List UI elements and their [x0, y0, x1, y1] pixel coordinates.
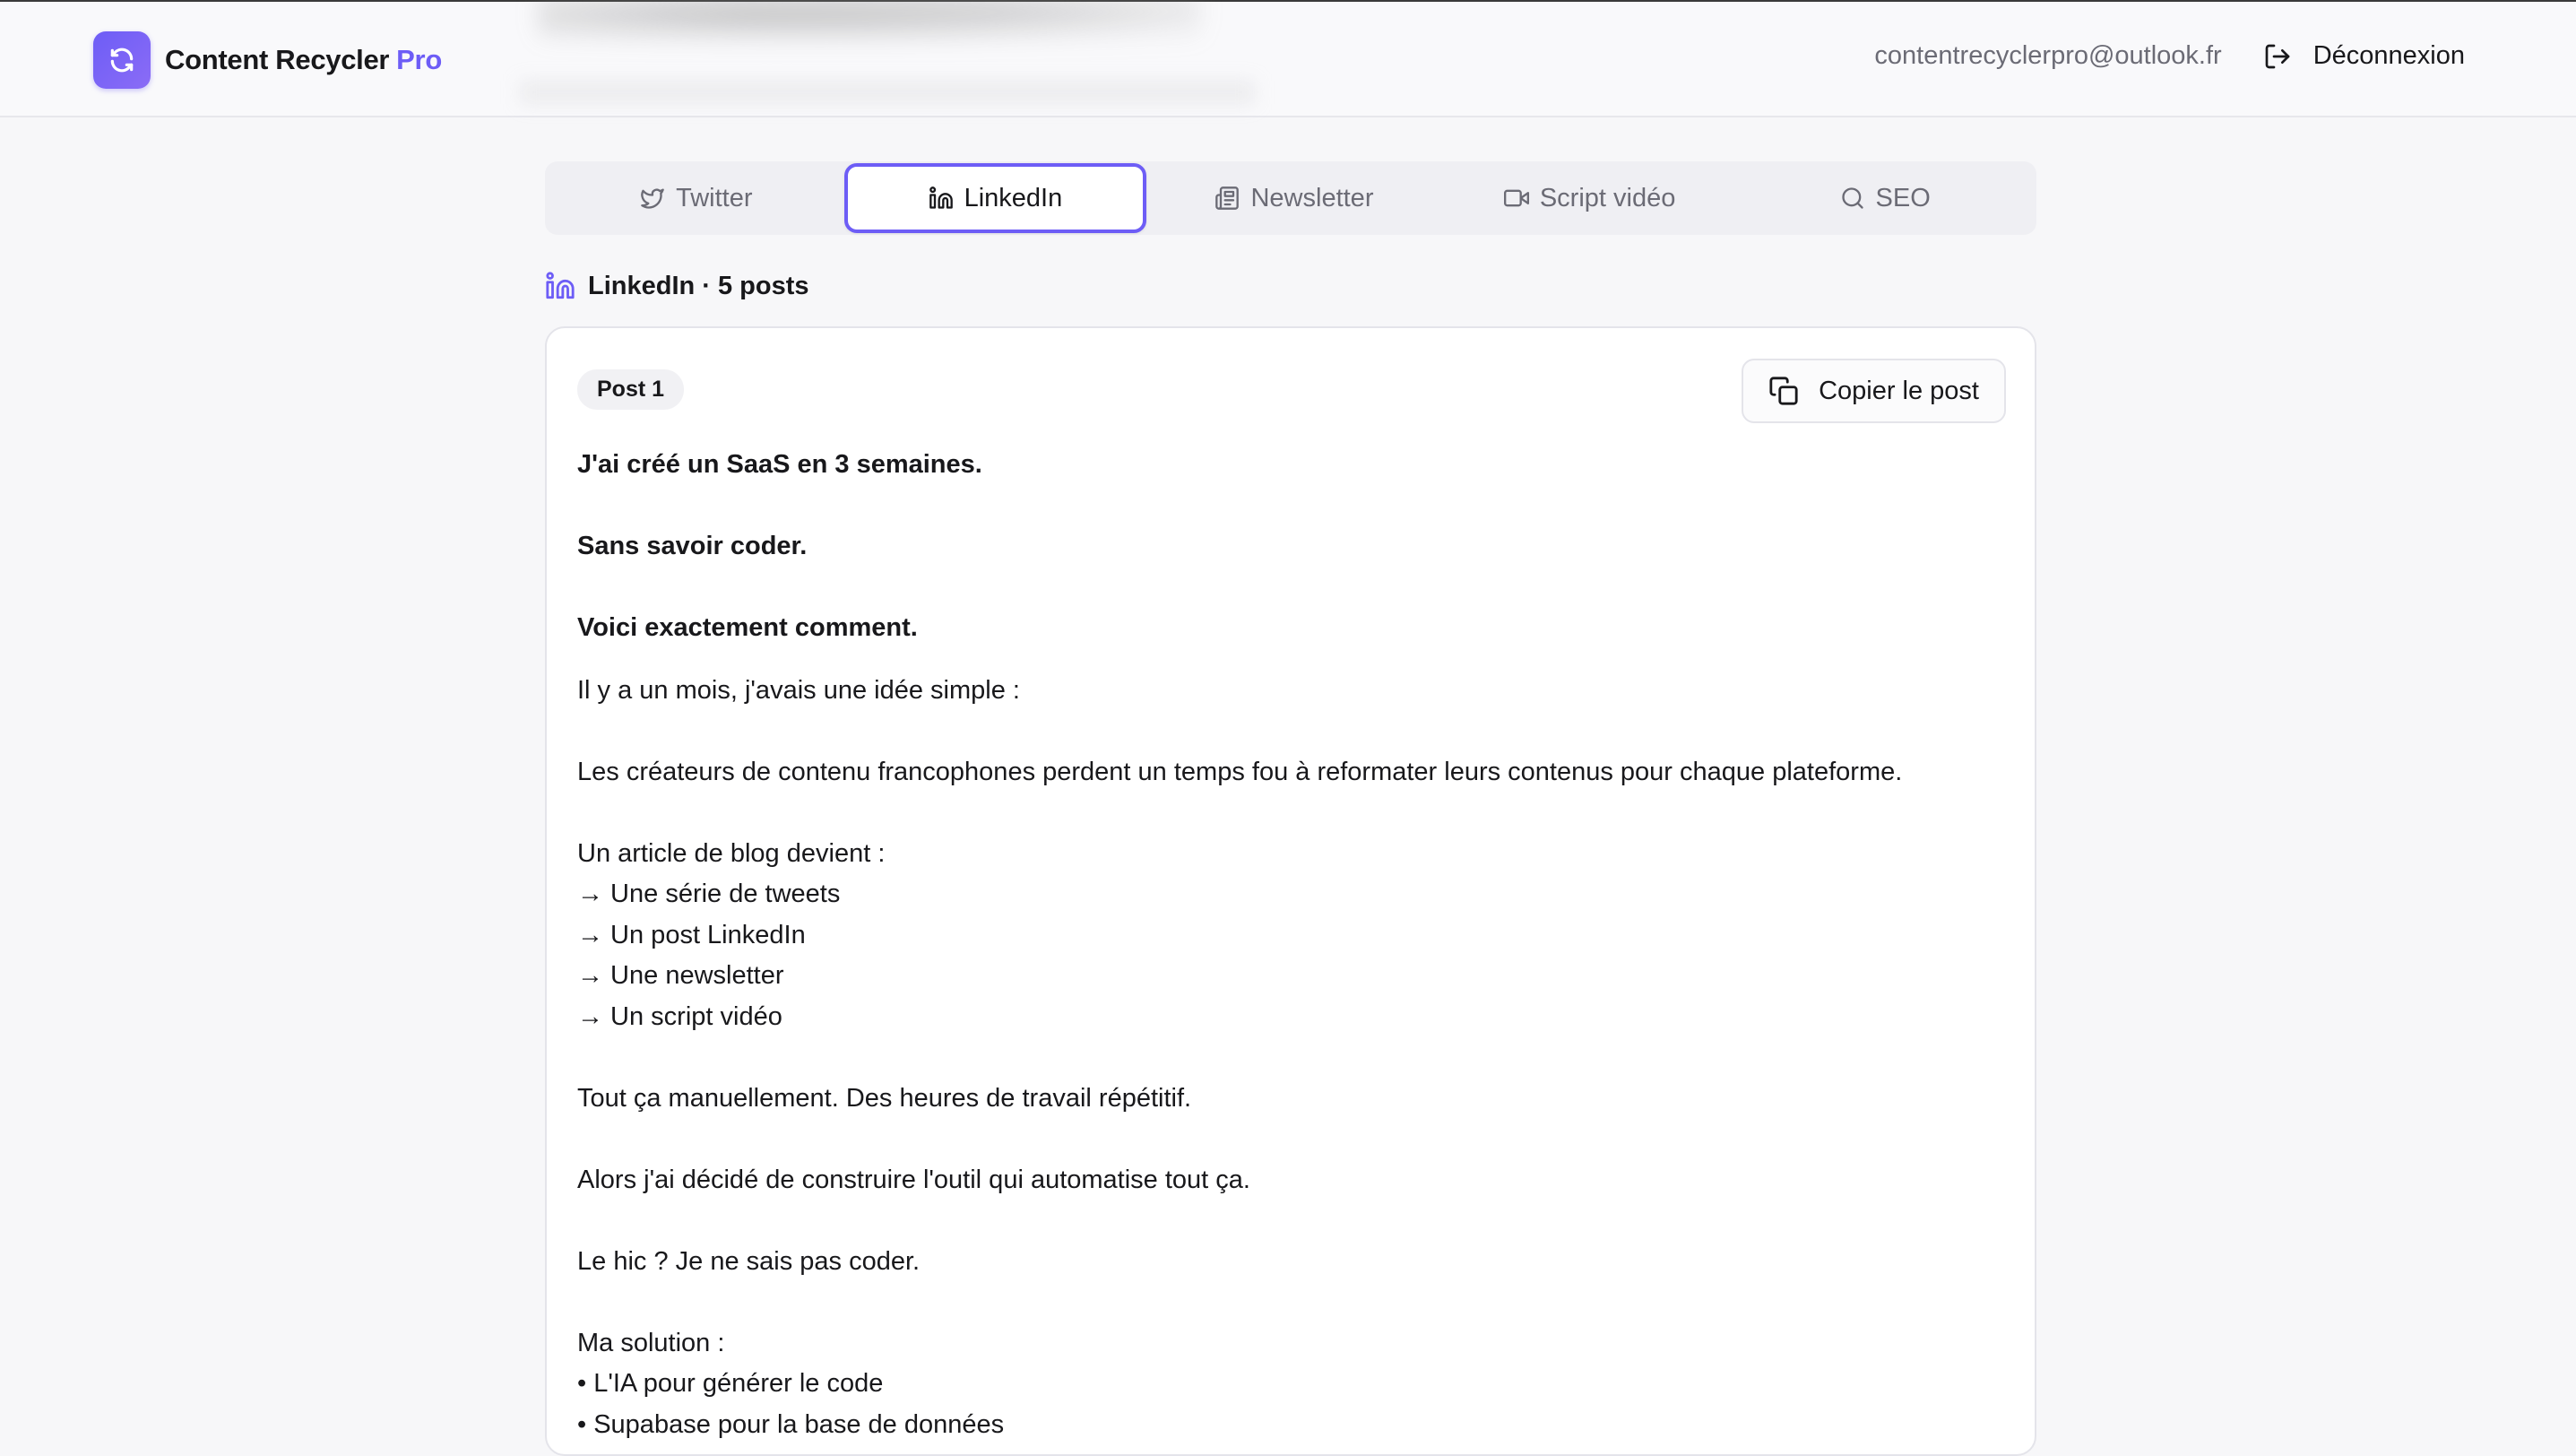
post-hook-line — [577, 486, 1993, 527]
post-body-line: • L'IA pour générer le code — [577, 1369, 884, 1398]
tab-twitter-label: Twitter — [676, 183, 753, 212]
tab-linkedin[interactable] — [844, 163, 1147, 233]
post-body-line — [577, 1282, 1993, 1323]
post-spacer — [577, 649, 1993, 671]
post-body-line: Les créateurs de contenu francophones perdent un temps fou à reformater leurs contenus pour chaque plateforme. — [577, 757, 1903, 786]
top-header — [0, 0, 2576, 117]
post-body-line: → Une série de tweets — [577, 880, 841, 908]
post-body-line: • Supabase pour la base de données — [577, 1409, 1005, 1439]
newspaper-icon — [1215, 186, 1240, 211]
tab-newsletter[interactable] — [1146, 163, 1442, 233]
tab-seo-label: SEO — [1875, 183, 1931, 212]
post-body-line — [577, 1037, 1993, 1079]
logout-button[interactable] — [2263, 41, 2465, 71]
logout-icon — [2263, 42, 2292, 71]
tab-script-video[interactable] — [1442, 163, 1738, 233]
post-body-line — [577, 711, 1993, 752]
header-account — [1874, 41, 2465, 71]
post-body-line: Le hic ? Je ne sais pas coder. — [577, 1246, 921, 1276]
tab-seo[interactable] — [1737, 163, 2033, 233]
post-body-line: Ma solution : — [577, 1328, 725, 1357]
app-name — [165, 44, 442, 76]
post-content — [577, 445, 1993, 1445]
post-hook-line: Sans savoir coder. — [577, 532, 808, 560]
logout-label: Déconnexion — [2312, 41, 2465, 70]
post-body-line: Tout ça manuellement. Des heures de travail répétitif. — [577, 1083, 1192, 1113]
post-card — [545, 326, 2036, 1456]
tab-twitter[interactable] — [549, 163, 844, 233]
post-body-line — [577, 1119, 1993, 1160]
post-body-line: → Un script vidéo — [577, 1001, 782, 1031]
post-body-line — [577, 1200, 1993, 1242]
blurred-background — [538, 0, 1201, 47]
app-logo[interactable] — [93, 31, 442, 89]
copy-post-button[interactable] — [1742, 359, 2006, 423]
app-name-main: Content Recycler — [165, 44, 390, 75]
post-number-badge: Post 1 — [577, 369, 684, 410]
post-body-line: Il y a un mois, j'avais une idée simple : — [577, 675, 1020, 705]
tab-script-video-label: Script vidéo — [1539, 183, 1676, 212]
tab-linkedin-label: LinkedIn — [964, 183, 1063, 212]
copy-icon — [1768, 376, 1799, 406]
section-heading-label: LinkedIn · 5 posts — [588, 271, 809, 300]
twitter-icon — [640, 186, 665, 211]
refresh-icon — [93, 31, 151, 89]
post-body-line: Alors j'ai décidé de construire l'outil qui automatise tout ça. — [577, 1165, 1250, 1194]
copy-post-label: Copier le post — [1819, 376, 1979, 405]
tab-newsletter-label: Newsletter — [1250, 183, 1374, 212]
post-body-line: → Une newsletter — [577, 961, 784, 990]
search-icon — [1840, 186, 1865, 211]
post-hook-line: J'ai créé un SaaS en 3 semaines. — [577, 450, 982, 479]
linkedin-icon — [545, 271, 575, 301]
video-icon — [1504, 186, 1529, 211]
post-hook-line — [577, 568, 1993, 609]
post-body-line: → Un post LinkedIn — [577, 920, 806, 949]
user-email: contentrecyclerpro@outlook.fr — [1874, 41, 2222, 70]
post-body-line — [577, 793, 1993, 834]
platform-tabs — [545, 161, 2036, 235]
section-heading — [545, 271, 809, 301]
linkedin-icon — [929, 186, 954, 211]
post-body-line: Un article de blog devient : — [577, 838, 886, 868]
app-name-suffix: Pro — [396, 44, 442, 75]
blurred-background-lower — [520, 81, 1255, 104]
post-hook-line: Voici exactement comment. — [577, 613, 918, 642]
